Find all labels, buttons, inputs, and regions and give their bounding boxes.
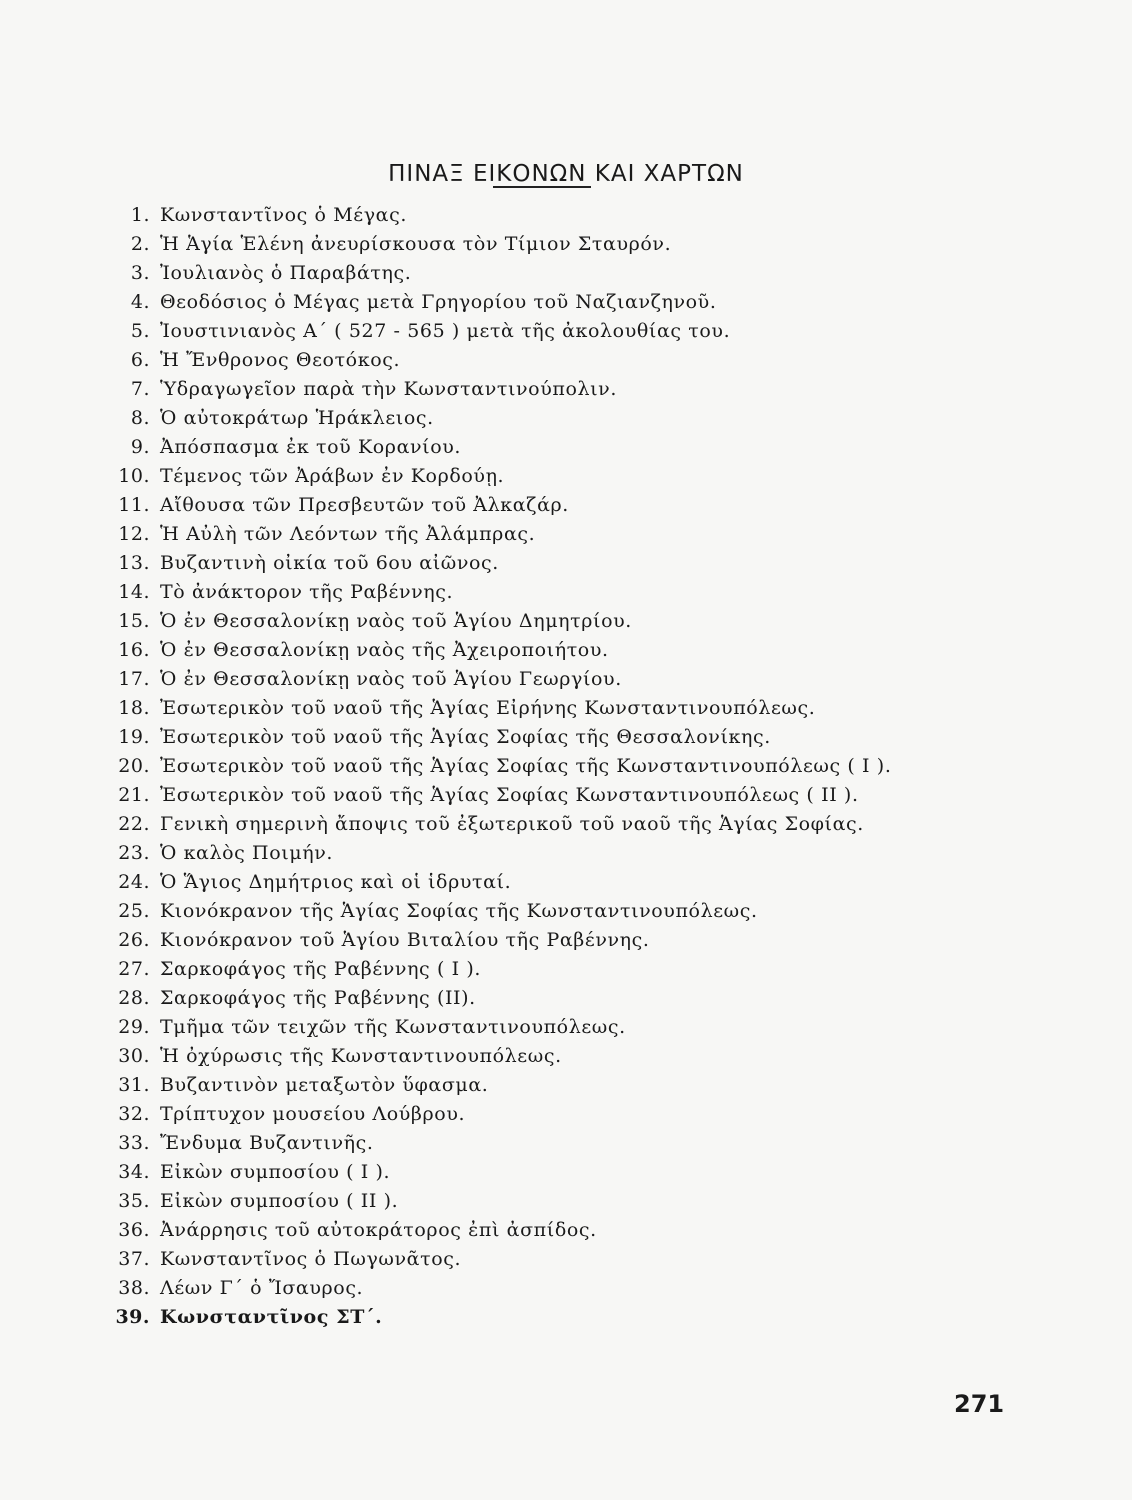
entry-number: 12. bbox=[118, 523, 150, 545]
entry-text: Ἔνδυμα Βυζαντινῆς. bbox=[160, 1132, 374, 1154]
entry-number: 4. bbox=[130, 291, 150, 313]
entry-text: Ὁ Ἅγιος Δημήτριος καὶ οἱ ἱδρυταί. bbox=[160, 871, 512, 893]
entry-number: 15. bbox=[118, 610, 150, 632]
entry-text: Λέων Γ΄ ὁ Ἴσαυρος. bbox=[160, 1277, 364, 1299]
entry-number: 37. bbox=[118, 1248, 150, 1270]
entry-number: 31. bbox=[118, 1074, 150, 1096]
entry-text: Ἰουλιανὸς ὁ Παραβάτης. bbox=[160, 262, 412, 284]
entry-number: 36. bbox=[118, 1219, 150, 1241]
entry-number: 9. bbox=[130, 436, 150, 458]
entry-text: Αἴθουσα τῶν Πρεσβευτῶν τοῦ Ἀλκαζάρ. bbox=[160, 494, 569, 516]
entry-text: Ἰουστινιανὸς Α΄ ( 527 - 565 ) μετὰ τῆς ἀκολουθίας του. bbox=[160, 320, 731, 342]
entry-text: Ἀνάρρησις τοῦ αὐτοκράτορος ἐπὶ ἀσπίδος. bbox=[160, 1219, 597, 1241]
entry-number: 16. bbox=[118, 639, 150, 661]
entry-text: Εἰκὼν συμποσίου ( ΙΙ ). bbox=[160, 1190, 399, 1212]
entry-number: 5. bbox=[130, 320, 150, 342]
entry-number: 7. bbox=[130, 378, 150, 400]
entry-number: 19. bbox=[118, 726, 150, 748]
entry-text: Σαρκοφάγος τῆς Ραβέννης ( Ι ). bbox=[160, 958, 481, 980]
entry-number: 27. bbox=[118, 958, 150, 980]
entry-text: Γενικὴ σημερινὴ ἄποψις τοῦ ἐξωτερικοῦ τοῦ ναοῦ τῆς Ἁγίας Σοφίας. bbox=[160, 813, 864, 835]
entry-text: Ἐσωτερικὸν τοῦ ναοῦ τῆς Ἁγίας Σοφίας τῆς Θεσσαλονίκης. bbox=[160, 726, 771, 748]
entry-number: 2. bbox=[130, 233, 150, 255]
entry-number: 39. bbox=[115, 1306, 150, 1328]
entry-text: Τρίπτυχον μουσείου Λούβρου. bbox=[160, 1103, 466, 1125]
entry-text: Ἡ Ἔνθρονος Θεοτόκος. bbox=[160, 349, 401, 371]
entry-text: Κιονόκρανον τοῦ Ἁγίου Βιταλίου τῆς Ραβέννης. bbox=[160, 929, 650, 951]
entry-text: Ἡ ὀχύρωσις τῆς Κωνσταντινουπόλεως. bbox=[160, 1045, 562, 1067]
entry-number: 14. bbox=[118, 581, 150, 603]
entry-number: 8. bbox=[130, 407, 150, 429]
entry-text: Κωνσταντῖνος ὁ Πωγωνᾶτος. bbox=[160, 1248, 462, 1270]
entry-text: Ἀπόσπασμα ἐκ τοῦ Κορανίου. bbox=[160, 436, 462, 458]
entry-text: Θεοδόσιος ὁ Μέγας μετὰ Γρηγορίου τοῦ Ναζιανζηνοῦ. bbox=[160, 291, 717, 313]
page-number: 271 bbox=[954, 1390, 1005, 1418]
entry-text: Ἐσωτερικὸν τοῦ ναοῦ τῆς Ἁγίας Σοφίας τῆς Κωνσταντινουπόλεως ( Ι ). bbox=[160, 755, 892, 777]
entry-number: 38. bbox=[118, 1277, 150, 1299]
entry-text: Ἡ Ἁγία Ἑλένη ἀνευρίσκουσα τὸν Τίμιον Σταυρόν. bbox=[160, 233, 672, 255]
entry-number: 30. bbox=[118, 1045, 150, 1067]
entry-text: Ὁ αὐτοκράτωρ Ἡράκλειος. bbox=[160, 407, 434, 429]
entry-text: Ὑδραγωγεῖον παρὰ τὴν Κωνσταντινούπολιν. bbox=[160, 378, 617, 400]
entry-number: 6. bbox=[130, 349, 150, 371]
entry-text: Σαρκοφάγος τῆς Ραβέννης (ΙΙ). bbox=[160, 987, 476, 1009]
entry-number: 3. bbox=[130, 262, 150, 284]
entry-text: Εἰκὼν συμποσίου ( Ι ). bbox=[160, 1161, 391, 1183]
entry-number: 23. bbox=[118, 842, 150, 864]
entry-number: 11. bbox=[118, 494, 150, 516]
entry-number: 20. bbox=[118, 755, 150, 777]
entry-text: Ὁ ἐν Θεσσαλονίκῃ ναὸς τοῦ Ἁγίου Δημητρίου. bbox=[160, 610, 632, 632]
entry-text: Κιονόκρανον τῆς Ἁγίας Σοφίας τῆς Κωνσταντινουπόλεως. bbox=[160, 900, 758, 922]
entry-number: 25. bbox=[118, 900, 150, 922]
entry-text: Βυζαντινὴ οἰκία τοῦ 6ου αἰῶνος. bbox=[160, 552, 499, 574]
entry-number: 22. bbox=[118, 813, 150, 835]
entry-text: Τὸ ἀνάκτορον τῆς Ραβέννης. bbox=[160, 581, 454, 603]
entry-text: Ὁ ἐν Θεσσαλονίκῃ ναὸς τῆς Ἀχειροποιήτου. bbox=[160, 639, 609, 661]
entry-number: 29. bbox=[118, 1016, 150, 1038]
entry-text: Ἐσωτερικὸν τοῦ ναοῦ τῆς Ἁγίας Σοφίας Κωνσταντινουπόλεως ( ΙΙ ). bbox=[160, 784, 859, 806]
entry-number: 10. bbox=[118, 465, 150, 487]
entry-text: Τέμενος τῶν Ἀράβων ἐν Κορδούῃ. bbox=[160, 465, 505, 487]
entry-text: Τμῆμα τῶν τειχῶν τῆς Κωνσταντινουπόλεως. bbox=[160, 1016, 626, 1038]
entry-number: 21. bbox=[118, 784, 150, 806]
entry-number: 34. bbox=[118, 1161, 150, 1183]
entry-number: 26. bbox=[118, 929, 150, 951]
title-underline bbox=[493, 186, 591, 188]
entry-number: 24. bbox=[118, 871, 150, 893]
entry-text: Ἡ Αὐλὴ τῶν Λεόντων τῆς Ἀλάμπρας. bbox=[160, 523, 536, 545]
entry-number: 13. bbox=[118, 552, 150, 574]
entry-text: Βυζαντινὸν μεταξωτὸν ὕφασμα. bbox=[160, 1074, 489, 1096]
entry-text: Κωνσταντῖνος ὁ Μέγας. bbox=[160, 204, 407, 226]
entry-number: 1. bbox=[130, 204, 150, 226]
entry-number: 28. bbox=[118, 987, 150, 1009]
entry-number: 17. bbox=[118, 668, 150, 690]
entry-text: Ἐσωτερικὸν τοῦ ναοῦ τῆς Ἁγίας Εἰρήνης Κωνσταντινουπόλεως. bbox=[160, 697, 816, 719]
entry-number: 32. bbox=[118, 1103, 150, 1125]
entry-text: Ὁ καλὸς Ποιμήν. bbox=[160, 842, 334, 864]
entry-number: 18. bbox=[118, 697, 150, 719]
entry-text: Κωνσταντῖνος ΣΤ΄. bbox=[160, 1306, 383, 1328]
entry-number: 35. bbox=[118, 1190, 150, 1212]
page-title: ΠΙΝΑΞ ΕΙΚΟΝΩΝ ΚΑΙ ΧΑΡΤΩΝ bbox=[388, 161, 744, 188]
entry-number: 33. bbox=[118, 1132, 150, 1154]
entry-text: Ὁ ἐν Θεσσαλονίκῃ ναὸς τοῦ Ἁγίου Γεωργίου. bbox=[160, 668, 622, 690]
